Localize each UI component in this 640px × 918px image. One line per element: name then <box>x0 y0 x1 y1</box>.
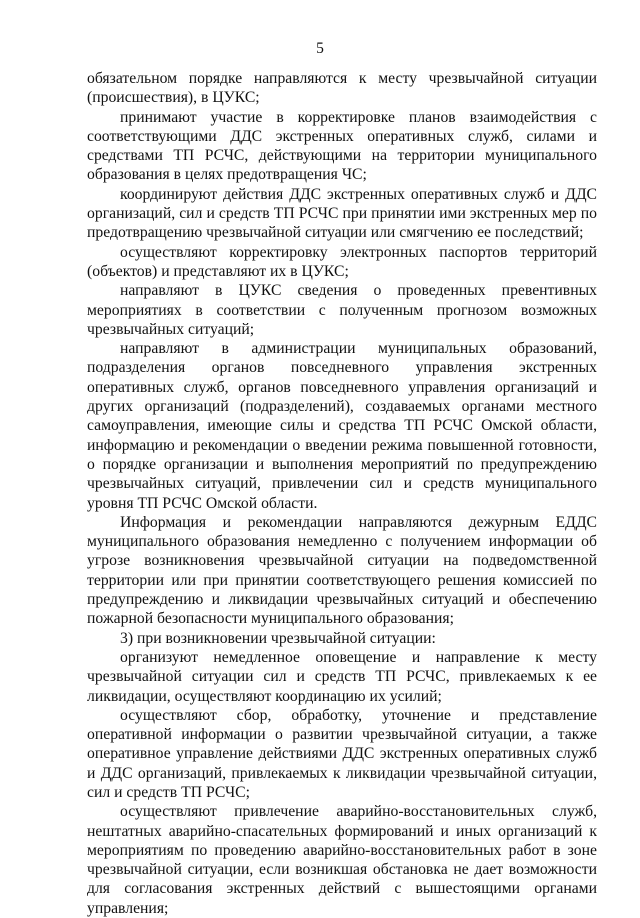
paragraph-3: координируют действия ДДС экстренных оперативных служб и ДДС организаций, сил и средств ТП РСЧС при принятии ими экстренных мер по предотвращению чрезвычайной ситуации или смягчению ее последствий; <box>87 185 597 242</box>
paragraph-10: осуществляют сбор, обработку, уточнение и представление оперативной информации о развитии чрезвычайной ситуации, а также оперативное управление действиями ДДС экстренных оперативных служб и ДДС организаций, привлекаемых к ликвидации чрезвычайной ситуации, сил и средств ТП РСЧС; <box>87 706 597 801</box>
paragraph-2: принимают участие в корректировке планов взаимодействия с соответствующими ДДС экстренных оперативных служб, силами и средствами ТП РСЧС, действующими на территории муниципального образования в целях предотвращения ЧС; <box>87 108 597 184</box>
paragraph-4: осуществляют корректировку электронных паспортов территорий (объектов) и представляют их в ЦУКС; <box>87 243 597 280</box>
paragraph-11: осуществляют привлечение аварийно-восстановительных служб, нештатных аварийно-спасательных формирований и иных организаций к мероприятиям по проведению аварийно-восстановительных работ в зоне чрезвычайной ситуации, если возникшая обстановка не дает возможности для согласования экстренных действий с вышестоящими органами управления; <box>87 803 597 917</box>
paragraph-5: направляют в ЦУКС сведения о проведенных превентивных мероприятиях в соответствии с полученным прогнозом возможных чрезвычайных ситуаций; <box>87 282 597 338</box>
paragraph-6: направляют в администрации муниципальных образований, подразделения органов повседневного управления экстренных оперативных служб, органов повседневного управления организаций и других организаций (подразделений), создаваемых органами местного самоуправления, имеющие силы и средства ТП РСЧС Омской области, информацию и рекомендации о введении режима повышенной готовности, о порядке организации и выполнения мероприятий по предупреждению чрезвычайных ситуаций, привлечении сил и средств муниципального уровня ТП РСЧС Омской области. <box>87 340 597 512</box>
paragraph-9: организуют немедленное оповещение и направление к месту чрезвычайной ситуации сил и средств ТП РСЧС, привлекаемых к ее ликвидации, осуществляют координацию их усилий; <box>87 648 597 705</box>
body-text <box>87 69 597 918</box>
paragraph-7: Информация и рекомендации направляются дежурным ЕДДС муниципального образования немедленно с получением информации об угрозе возникновения чрезвычайной ситуации на подведомственной территории или при принятии соответствующего решения комиссией по предупреждению и ликвидации чрезвычайных ситуаций и обеспечению пожарной безопасности муниципального образования; <box>87 513 597 628</box>
page-number: 5 <box>316 40 324 57</box>
paragraph-8: 3) при возникновении чрезвычайной ситуации: <box>120 629 436 647</box>
paragraph-1: обязательном порядке направляются к месту чрезвычайной ситуации (происшествия), в ЦУКС; <box>87 70 597 107</box>
